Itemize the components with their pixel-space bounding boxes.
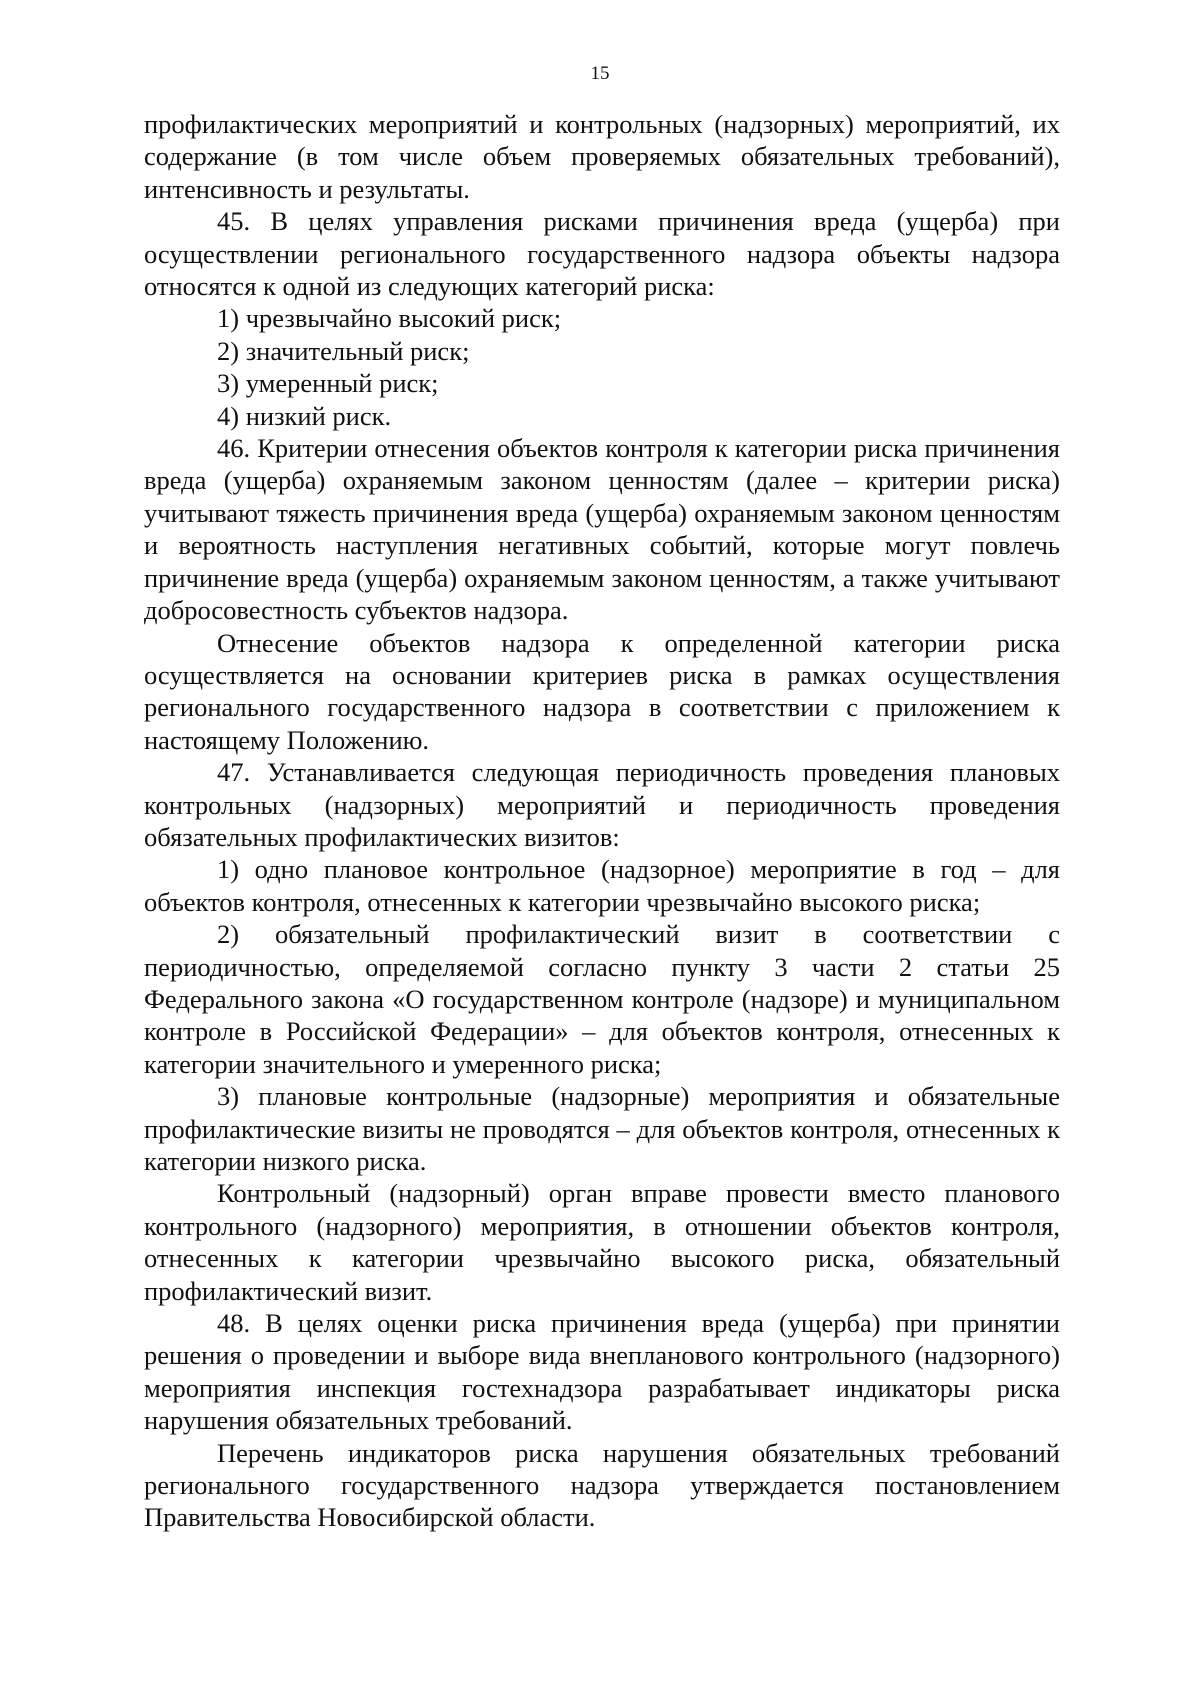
paragraph-47: 47. Устанавливается следующая периодичность проведения плановых контрольных (надзорных) мероприятий и периодичность проведения обязательных профилактических визитов: — [144, 757, 1060, 852]
paragraph-continuation: профилактических мероприятий и контрольных (надзорных) мероприятий, их содержание (в том числе объем проверяемых обязательных требований), интенсивность и результаты. — [144, 109, 1060, 204]
paragraph-47-exception: Контрольный (надзорный) орган вправе провести вместо планового контрольного (надзорного) мероприятия, в отношении объектов контроля, отнесенных к категории чрезвычайно высокого риска, обязательный профилактический визит. — [144, 1178, 1060, 1306]
list-item-risk-4: 4) низкий риск. — [217, 400, 392, 431]
list-item-periodicity-1: 1) одно плановое контрольное (надзорное) мероприятие в год – для объектов контроля, отнесенных к категории чрезвычайно высокого риска; — [144, 854, 1060, 917]
paragraph-46: 46. Критерии отнесения объектов контроля к категории риска причинения вреда (ущерба) охраняемым законом ценностям (далее – критерии риска) учитывают тяжесть причинения вреда (ущерба) охраняемым законом ценностям и вероятность наступления негативных событий, которые могут повлечь причинение вреда (ущерба) охраняемым законом ценностям, а также учитывают добросовестность субъектов надзора. — [144, 433, 1060, 626]
list-item-risk-1: 1) чрезвычайно высокий риск; — [217, 303, 562, 334]
paragraph-46-attribution: Отнесение объектов надзора к определенной категории риска осуществляется на основании критериев риска в рамках осуществления регионального государственного надзора в соответствии с приложением к настоящему Положению. — [144, 627, 1060, 755]
paragraph-48-list: Перечень индикаторов риска нарушения обязательных требований регионального государственного надзора утверждается постановлением Правительства Новосибирской области. — [144, 1437, 1060, 1533]
list-item-risk-3: 3) умеренный риск; — [217, 368, 439, 399]
list-item-periodicity-3: 3) плановые контрольные (надзорные) мероприятия и обязательные профилактические визиты не проводятся – для объектов контроля, отнесенных к категории низкого риска. — [144, 1081, 1060, 1176]
list-item-risk-2: 2) значительный риск; — [217, 335, 470, 366]
paragraph-45: 45. В целях управления рисками причинения вреда (ущерба) при осуществлении регионального государственного надзора объекты надзора относятся к одной из следующих категорий риска: — [144, 206, 1060, 302]
list-item-periodicity-2: 2) обязательный профилактический визит в соответствии с периодичностью, определяемой согласно пункту 3 части 2 статьи 25 Федерального закона «О государственном контроле (надзоре) и муниципальном контроле в Российской Федерации» – для объектов контроля, отнесенных к категории значительного и умеренного риска; — [144, 919, 1060, 1079]
document-body — [144, 108, 1060, 1534]
paragraph-48: 48. В целях оценки риска причинения вреда (ущерба) при принятии решения о проведении и выборе вида внепланового контрольного (надзорного) мероприятия инспекция гостехнадзора разрабатывает индикаторы риска нарушения обязательных требований. — [144, 1308, 1060, 1436]
page-number: 15 — [590, 63, 610, 84]
